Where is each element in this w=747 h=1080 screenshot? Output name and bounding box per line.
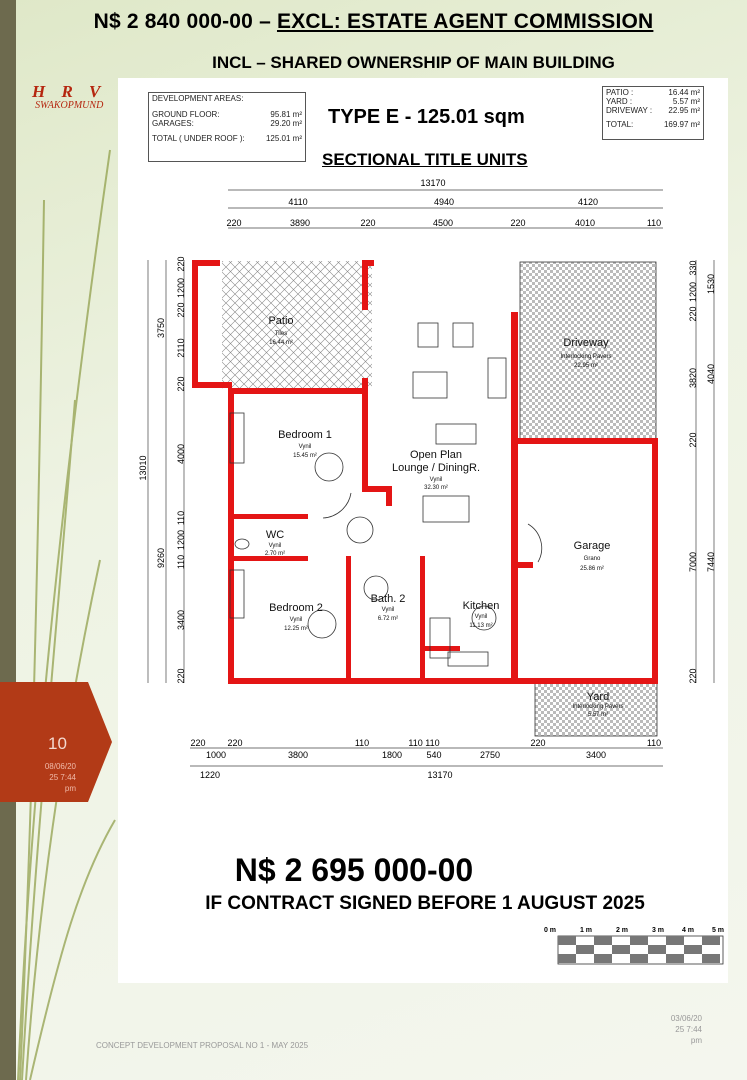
other-total-label: TOTAL: [606, 120, 634, 129]
dim-left-outer-2: 9260 [156, 547, 166, 569]
patio-area-value: 16.44 m² [269, 340, 293, 346]
unit-type-title: TYPE E - 125.01 sqm [328, 106, 525, 128]
total-under-roof-label: TOTAL ( UNDER ROOF ): [152, 134, 245, 143]
yard-label: YARD : [606, 97, 633, 106]
dim-top-detail-7: 110 [646, 218, 662, 228]
dim-top-overall: 13170 [420, 178, 446, 188]
dim-right-4: 3820 [688, 367, 698, 389]
logo-letters: H R V [32, 82, 107, 101]
open-plan-name-1: Open Plan [410, 449, 462, 461]
inclusion-headline: INCL – SHARED OWNERSHIP OF MAIN BUILDING [212, 53, 615, 72]
logo-town: SWAKOPMUND [35, 100, 104, 111]
dim-bottom-2: 1000 [205, 750, 227, 760]
garage-area-value: 25.86 m² [580, 566, 604, 572]
open-plan-area-value: 32.30 m² [424, 485, 448, 491]
kitchen-area-value: 11.13 m² [469, 623, 493, 629]
dim-right-7: 220 [688, 668, 698, 684]
dim-left-11: 220 [176, 668, 186, 684]
patio-area [222, 261, 372, 389]
dim-bottom-5: 110 [354, 738, 370, 748]
footer-date-line1: 03/06/20 [670, 1014, 702, 1023]
scale-label-3: 3 m [651, 927, 665, 934]
patio-label: PATIO : [606, 88, 634, 97]
dim-bottom-8: 540 [426, 750, 442, 760]
dim-top-mid-2: 4940 [433, 197, 455, 207]
dim-top-detail-1: 220 [226, 218, 242, 228]
dim-bottom-11: 3400 [585, 750, 607, 760]
offer-price: N$ 2 695 000-00 [234, 852, 474, 888]
driveway-area [520, 262, 656, 442]
dim-right-outer-2: 4040 [706, 363, 716, 385]
grass-decoration [0, 0, 120, 1080]
dim-bottom-9: 2750 [479, 750, 501, 760]
dim-bottom-lower-1: 1220 [199, 770, 221, 780]
ground-floor-value: 95.81 m² [270, 110, 302, 119]
dim-left-outer-1: 3750 [156, 317, 166, 339]
slide-date-line2: 25 7:44 [49, 773, 76, 782]
hrv-logo [32, 82, 106, 111]
scale-label-5: 5 m [711, 927, 725, 934]
scale-label-2: 2 m [615, 927, 629, 934]
price-headline [0, 10, 747, 34]
bedroom2-name: Bedroom 2 [269, 602, 323, 614]
dim-top-mid-3: 4120 [577, 197, 599, 207]
dim-right-2: 1200 [688, 281, 698, 303]
scale-label-0: 0 m [543, 927, 557, 934]
dim-right-6: 7000 [688, 551, 698, 573]
dim-left-6: 4000 [176, 443, 186, 465]
yard-area-value: 5.57 m² [587, 712, 609, 718]
total-under-roof-value: 125.01 m² [265, 134, 302, 143]
garage-finish: Grano [583, 556, 601, 562]
dim-bottom-1: 220 [190, 738, 206, 748]
slide-date [30, 761, 76, 794]
kitchen-name: Kitchen [462, 600, 500, 612]
dim-bottom-4: 3800 [287, 750, 309, 760]
open-plan-name-2: Lounge / DiningR. [391, 462, 481, 474]
driveway-name: Driveway [563, 337, 609, 349]
dim-bottom-3: 220 [227, 738, 243, 748]
open-plan-finish: Vynil [429, 477, 443, 483]
wc-name: WC [265, 529, 285, 541]
scale-bar [544, 927, 724, 964]
garages-value: 29.20 m² [270, 119, 302, 128]
bedroom1-area-value: 15.45 m² [293, 453, 317, 459]
garages-label: GARAGES: [152, 119, 194, 128]
footer-date [660, 1013, 702, 1046]
other-total-value: 169.97 m² [663, 120, 700, 129]
dim-left-7: 110 [176, 510, 186, 526]
sectional-title-heading: SECTIONAL TITLE UNITS [322, 150, 528, 169]
dim-right-outer-3: 7440 [706, 551, 716, 573]
bedroom1-finish: Vynil [298, 444, 312, 450]
patio-name: Patio [268, 315, 294, 327]
dim-top-detail-2: 3890 [289, 218, 311, 228]
yard-value: 5.57 m² [672, 97, 700, 106]
dim-left-8: 1200 [176, 529, 186, 551]
dim-left-2: 1200 [176, 277, 186, 299]
dim-left-10: 3400 [176, 609, 186, 631]
dim-left-1: 220 [176, 256, 186, 272]
yard-name: Yard [586, 691, 610, 703]
scale-label-1: 1 m [579, 927, 593, 934]
slide-date-line1: 08/06/20 [44, 762, 76, 771]
dim-top-mid-1: 4110 [288, 197, 308, 207]
scale-label-4: 4 m [681, 927, 695, 934]
price-headline-amount: N$ 2 840 000-00 – [93, 10, 277, 33]
dim-left-4: 2110 [176, 338, 186, 358]
dim-left-far: 13010 [138, 455, 148, 481]
patio-finish: Tiles [274, 331, 288, 337]
dim-right-outer-1: 1530 [706, 273, 716, 295]
yard-finish: Interlocking Pavers [572, 704, 624, 710]
dim-left-3: 220 [176, 302, 186, 318]
dim-bottom-7: 110 110 [408, 738, 440, 748]
dim-bottom-12: 110 [646, 738, 662, 748]
price-headline-exclusion: EXCL: ESTATE AGENT COMMISSION [276, 10, 654, 33]
dim-right-5: 220 [688, 432, 698, 448]
dim-bottom-6: 1800 [381, 750, 403, 760]
bedroom2-finish: Vynil [289, 617, 303, 623]
dim-top-detail-6: 4010 [574, 218, 596, 228]
dim-left-9: 110 [176, 554, 186, 570]
bedroom2-area-value: 12.25 m² [284, 626, 308, 632]
footer-proposal-text: CONCEPT DEVELOPMENT PROPOSAL NO 1 - MAY 2025 [96, 1041, 309, 1050]
floor-plan-sheet [118, 78, 728, 983]
dim-top-detail-3: 220 [360, 218, 376, 228]
slide-date-line3: pm [64, 784, 76, 793]
driveway-value: 22.95 m² [668, 106, 700, 115]
dim-bottom-10: 220 [530, 738, 546, 748]
wc-finish: Vynil [268, 543, 282, 549]
bath2-finish: Vynil [381, 607, 395, 613]
patio-value: 16.44 m² [668, 88, 700, 97]
wc-area-value: 2.70 m² [264, 551, 286, 557]
floor-plan-drawing [118, 78, 728, 983]
dim-right-3: 220 [688, 306, 698, 322]
bedroom1-name: Bedroom 1 [278, 429, 332, 441]
driveway-finish: Interlocking Pavers [560, 354, 612, 360]
bath2-area-value: 6.72 m² [377, 616, 399, 622]
dim-top-detail-5: 220 [510, 218, 526, 228]
driveway-area-value: 22.95 m² [574, 363, 598, 369]
offer-condition: IF CONTRACT SIGNED BEFORE 1 AUGUST 2025 [205, 893, 645, 914]
dim-right-1: 330 [688, 260, 698, 276]
dim-top-detail-4: 4500 [432, 218, 454, 228]
dim-bottom-lower-2: 13170 [427, 770, 453, 780]
dim-left-5: 220 [176, 376, 186, 392]
footer-date-line3: pm [690, 1036, 702, 1045]
garage-name: Garage [573, 540, 611, 552]
slide-number: 10 [48, 734, 67, 753]
kitchen-finish: Vynil [474, 614, 488, 620]
footer-date-line2: 25 7:44 [675, 1025, 702, 1034]
bath2-name: Bath. 2 [370, 593, 406, 605]
driveway-label: DRIVEWAY : [606, 106, 653, 115]
ground-floor-label: GROUND FLOOR: [152, 110, 220, 119]
dev-areas-title: DEVELOPMENT AREAS: [152, 94, 244, 103]
